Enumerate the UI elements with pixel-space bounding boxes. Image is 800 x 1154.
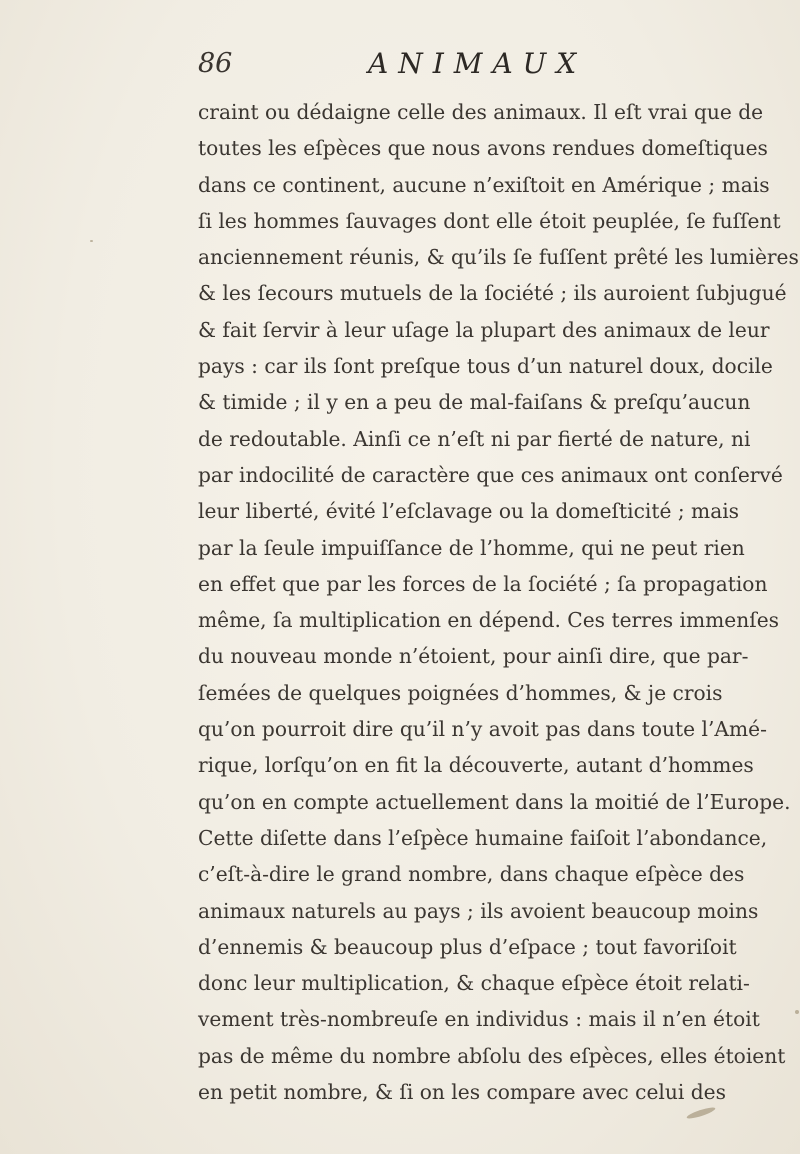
running-title: ANIMAUX [368, 47, 587, 80]
text-line: anciennement réunis, & qu’ils ſe fuſſent prêté les lumières [198, 245, 799, 270]
text-line: craint ou dédaigne celle des animaux. Il eſt vrai que de [198, 100, 764, 124]
paper-speck [686, 1106, 716, 1121]
text-line: par indocilité de caractère que ces animaux ont conſervé [198, 462, 783, 487]
page-header [198, 40, 606, 88]
text-line: toutes les eſpèces que nous avons rendues domeſtiques [198, 136, 768, 161]
paper-speck [795, 1010, 799, 1014]
text-line: pas de même du nombre abſolu des eſpèces, elles étoient [198, 1043, 786, 1068]
text-line: du nouveau monde n’étoient, pour ainſi dire, que par- [198, 644, 749, 669]
text-line: animaux naturels au pays ; ils avoient beaucoup moins [198, 898, 759, 923]
page-number: 86 [198, 48, 233, 79]
text-line: pays : car ils ſont preſque tous d’un naturel doux, docile [198, 354, 773, 379]
text-line: de redoutable. Ainſi ce n’eſt ni par fierté de nature, ni [198, 426, 751, 451]
text-line: donc leur multiplication, & chaque eſpèce étoit relati- [198, 971, 750, 996]
text-line: dans ce continent, aucune n’exiſtoit en Amérique ; mais [198, 172, 770, 197]
text-line: ſemées de quelques poignées d’hommes, & je crois [198, 680, 723, 705]
text-line: qu’on pourroit dire qu’il n’y avoit pas dans toute l’Amé- [198, 717, 767, 742]
text-line: vement très-nombreuſe en individus : mais il n’en étoit [198, 1007, 760, 1032]
text-line: Cette diſette dans l’eſpèce humaine faiſoit l’abondance, [198, 825, 768, 850]
text-line: qu’on en compte actuellement dans la moitié de l’Europe. [198, 789, 791, 814]
paper-speck [90, 240, 93, 242]
text-line: ſi les hommes ſauvages dont elle étoit peuplée, ſe fuſſent [198, 208, 781, 233]
text-line: c’eſt-à-dire le grand nombre, dans chaque eſpèce des [198, 862, 745, 887]
text-line: & les ſecours mutuels de la ſociété ; ils auroient ſubjugué [198, 281, 787, 306]
text-line: & timide ; il y en a peu de mal-faiſans & preſqu’aucun [198, 390, 751, 415]
body-text [198, 94, 799, 1110]
text-line: en effet que par les forces de la ſociété ; ſa propagation [198, 571, 768, 596]
text-line: rique, lorſqu’on en fit la découverte, autant d’hommes [198, 753, 754, 778]
text-line: en petit nombre, & ſi on les compare avec celui des [198, 1080, 726, 1105]
text-line: d’ennemis & beaucoup plus d’eſpace ; tout favoriſoit [198, 934, 737, 959]
text-line: & fait ſervir à leur uſage la plupart des animaux de leur [198, 317, 770, 342]
text-line: par la ſeule impuiſſance de l’homme, qui ne peut rien [198, 535, 745, 560]
text-line: même, ſa multiplication en dépend. Ces terres immenſes [198, 608, 780, 633]
text-line: leur liberté, évité l’eſclavage ou la domeſticité ; mais [198, 499, 740, 524]
